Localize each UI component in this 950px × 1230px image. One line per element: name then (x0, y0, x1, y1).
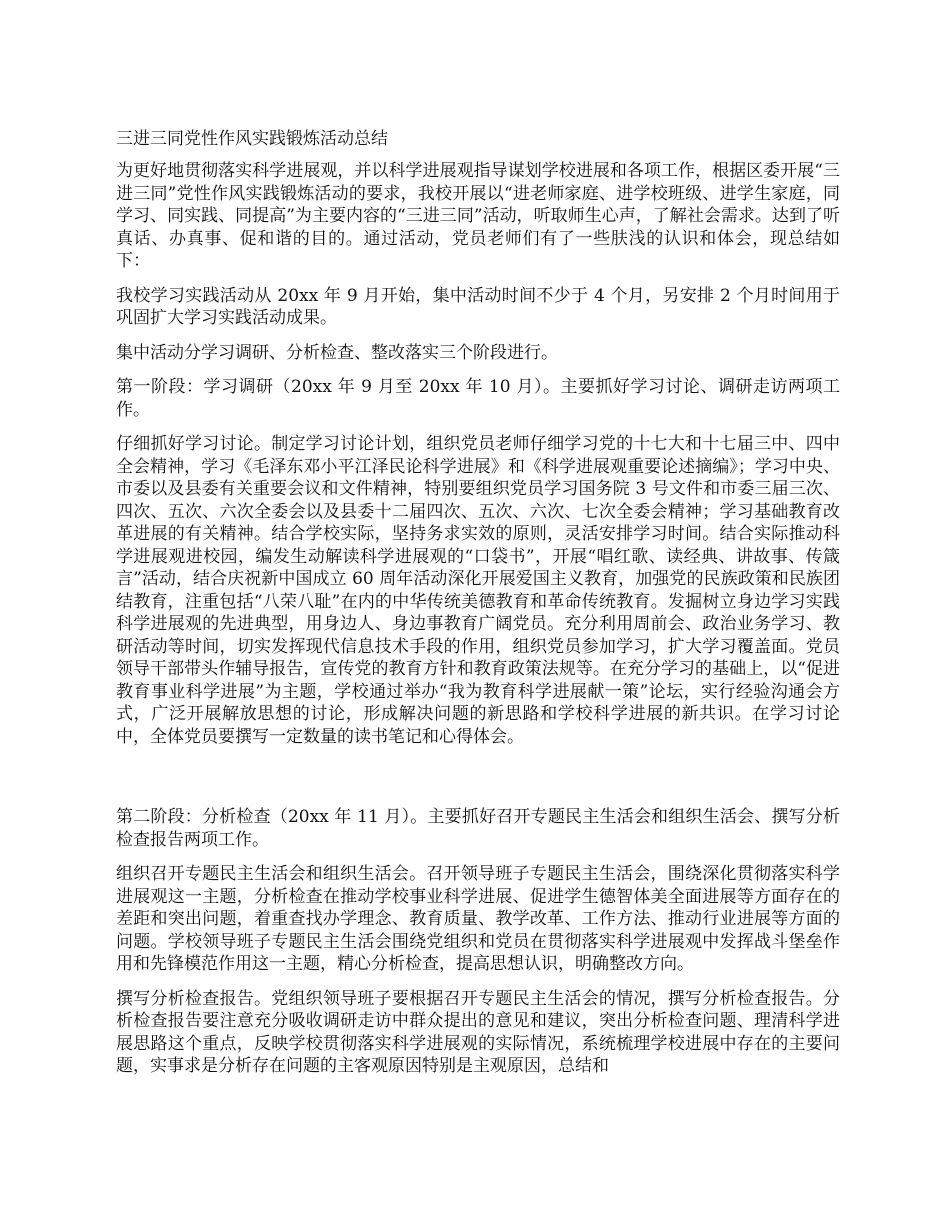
document-title: 三进三同党性作风实践锻炼活动总结 (116, 129, 388, 149)
paragraph-stages: 集中活动分学习调研、分析检查、整改落实三个阶段进行。 (116, 342, 558, 363)
paragraph-intro: 为更好地贯彻落实科学进展观，并以科学进展观指导谋划学校进展和各项工作，根据区委开展“三进三同”党性作风实践锻炼活动的要求，我校开展以“进老师家庭、进学校班级、进学生家庭，同学习、同实践、同提高”为主要内容的“三进三同”活动，听取师生心声，了解社会需求。达到了听真话、办真事、促和谐的目的。通过活动，党员老师们有了一些肤浅的认识和体会，现总结如下： (116, 161, 840, 271)
paragraph-analysis-report: 撰写分析检查报告。党组织领导班子要根据召开专题民主生活会的情况，撰写分析检查报告。分析检查报告要注意充分吸收调研走访中群众提出的意见和建议，突出分析检查问题、理清科学进展思路这个重点，反映学校贯彻落实科学进展观的实际情况，系统梳理学校进展中存在的主要问题，实事求是分析存在问题的主客观原因特别是主观原因，总结和 (116, 988, 840, 1076)
section-spacer (116, 760, 840, 806)
paragraph-schedule: 我校学习实践活动从 20xx 年 9 月开始，集中活动时间不少于 4 个月，另安排 2 个月时间用于巩固扩大学习实践活动成果。 (116, 285, 840, 328)
paragraph-stage-one-heading: 第一阶段：学习调研（20xx 年 9 月至 20xx 年 10 月）。主要抓好学习讨论、调研走访两项工作。 (116, 377, 840, 420)
paragraph-democratic-meeting: 组织召开专题民主生活会和组织生活会。召开领导班子专题民主生活会，围绕深化贯彻落实科学进展观这一主题，分析检查在推动学校事业科学进展、促进学生德智体美全面进展等方面存在的差距和突出问题，着重查找办学理念、教育质量、教学改革、工作方法、推动行业进展等方面的问题。学校领导班子专题民主生活会围绕党组织和党员在贯彻落实科学进展观中发挥战斗堡垒作用和先锋模范作用这一主题，精心分析检查，提高思想认识，明确整改方向。 (116, 864, 840, 974)
paragraph-study-discussion: 仔细抓好学习讨论。制定学习讨论计划，组织党员老师仔细学习党的十七大和十七届三中、四中全会精神，学习《毛泽东邓小平江泽民论科学进展》和《科学进展观重要论述摘编》；学习中央、市委以及县委有关重要会议和文件精神，特别要组织党员学习国务院 3 号文件和市委三届三次、四次、五次、六次全委会以及县委十二届四次、五次、六次、七次全委会精神；学习基础教育改革进展的有关精神。结合学校实际，坚持务求实效的原则，灵活安排学习时间。结合实际推动科学进展观进校园，编发生动解读科学进展观的“口袋书”，开展“唱红歌、读经典、讲故事、传箴言”活动，结合庆祝新中国成立 60 周年活动深化开展爱国主义教育，加强党的民族政策和民族团结教育，注重包括“八荣八耻”在内的中华传统美德教育和革命传统教育。发掘树立身边学习实践科学进展观的先进典型，用身边人、身边事教育广阔党员。充分利用周前会、政治业务学习、教研活动等时间，切实发挥现代信息技术手段的作用，组织党员参加学习，扩大学习覆盖面。党员领导干部带头作辅导报告，宣传党的教育方针和教育政策法规等。在充分学习的基础上，以“促进教育事业科学进展”为主题，学校通过举办“我为教育科学进展献一策”论坛，实行经验沟通会方式，广泛开展解放思想的讨论，形成解决问题的新思路和学校科学进展的新共识。在学习讨论中，全体党员要撰写一定数量的读书笔记和心得体会。 (116, 434, 840, 747)
paragraph-stage-two-heading: 第二阶段：分析检查（20xx 年 11 月）。主要抓好召开专题民主生活会和组织生活会、撰写分析检查报告两项工作。 (116, 807, 840, 850)
document-page (116, 128, 840, 1090)
